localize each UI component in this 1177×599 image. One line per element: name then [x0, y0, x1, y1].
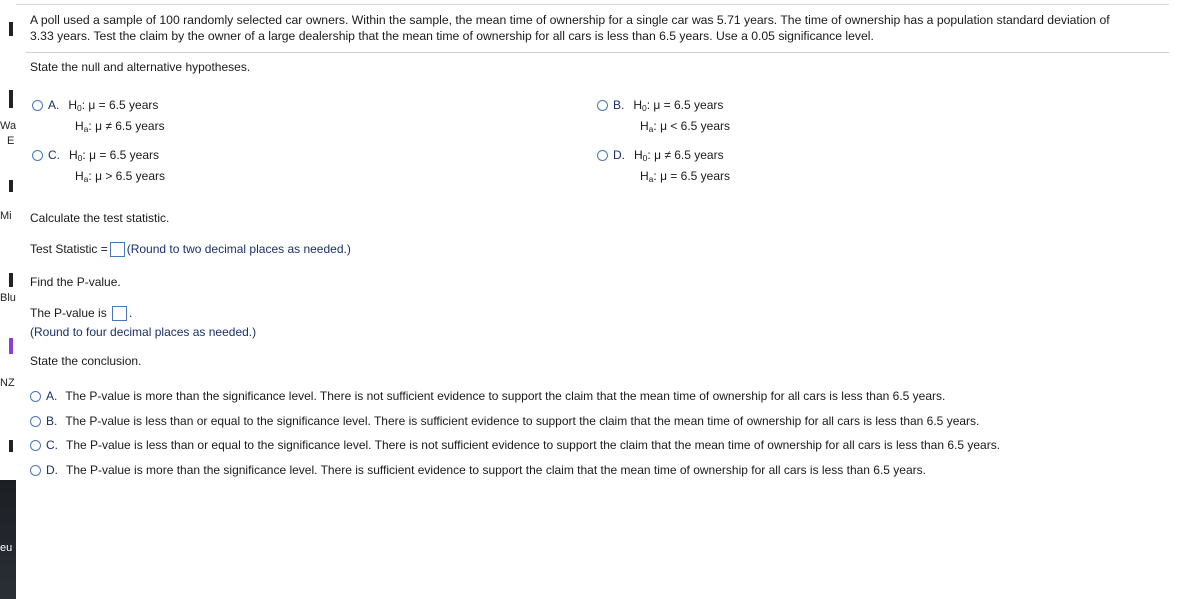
strip-bar — [9, 90, 13, 108]
p-value-input[interactable] — [112, 306, 127, 321]
p-value-prompt: Find the P-value. — [30, 275, 121, 289]
conclusion-option-b[interactable]: B. The P-value is less than or equal to the significance level. There is sufficient evidence to support the claim that the mean time of ownership for all cars is less than 6.5 years. — [30, 414, 979, 428]
radio-button[interactable] — [30, 440, 41, 451]
hypotheses-prompt: State the null and alternative hypotheses. — [30, 60, 251, 74]
strip-label: E — [7, 135, 15, 147]
conclusion-option-c[interactable]: C. The P-value is less than or equal to the significance level. There is not sufficient evidence to support the claim that the mean time of ownership for all cars is less than 6.5 years. — [30, 438, 1000, 452]
test-statistic-hint: (Round to two decimal places as needed.) — [126, 242, 351, 256]
radio-button[interactable] — [597, 100, 608, 111]
strip-bar — [9, 440, 13, 452]
test-statistic-input[interactable] — [110, 242, 125, 257]
radio-button[interactable] — [32, 100, 43, 111]
strip-label: Blu — [0, 292, 16, 304]
strip-label: Wa — [0, 120, 16, 132]
strip-bar — [9, 22, 13, 36]
conclusion-prompt: State the conclusion. — [30, 354, 142, 368]
p-value-hint: (Round to four decimal places as needed.) — [30, 325, 257, 339]
radio-button[interactable] — [30, 391, 41, 402]
strip-label: eu — [0, 542, 13, 554]
radio-button[interactable] — [597, 150, 608, 161]
strip-bar — [9, 338, 13, 354]
question-panel: A poll used a sample of 100 randomly selected car owners. Within the sample, the mean time of ownership for a single car was 5.71 years. The time of ownership has a population standard deviation of 3.33 years. Test the claim by the owner of a large dealership that the mean time of ownership for all cars is less than 6.5 years. Use a 0.05 significance level. State the null and alternative hypotheses. A. $H_0$: μ = 6.5 years $H_a$: μ ≠ 6.5 years B. $H_0$: μ = 6.5 years $H_a$: μ < 6.5 years C. $H_0$: μ = 6.5 years $H_a$: μ > 6.5 years D. $H_0$: μ ≠ 6.5 years $H_a$: μ = 6.5 years Calculate the test statistic. Test Statistic = (Round to two decimal places as needed.) Find the P-value. The P-value is . (Round to four decimal places as needed.) State the conclusion. A. The P-value is more than the significance level. There is not sufficient evidence to support the claim that the mean time of ownership for all cars is less than 6.5 years. B. The P-value is less than or equal to the significance level. There is sufficient evidence to support the claim that the mean time of ownership for all cars is less than 6.5 years. C. The P-value is less than or equal to the significance level. There is not sufficient evidence to support the claim that the mean time of ownership for all cars is less than 6.5 years. D. The P-value is more than the significance level. There is sufficient evidence to support the claim that the mean time of ownership for all cars is less than 6.5 years. — [16, 0, 1177, 599]
section-divider — [26, 52, 1169, 53]
radio-button[interactable] — [30, 465, 41, 476]
p-value-row — [30, 306, 132, 321]
conclusion-option-d[interactable]: D. The P-value is more than the significance level. There is sufficient evidence to support the claim that the mean time of ownership for all cars is less than 6.5 years. — [30, 463, 926, 477]
conclusion-option-a[interactable]: A. The P-value is more than the significance level. There is not sufficient evidence to support the claim that the mean time of ownership for all cars is less than 6.5 years. — [30, 389, 945, 403]
strip-label: NZ — [0, 377, 15, 389]
background-window-strip — [0, 0, 16, 599]
top-divider — [16, 4, 1169, 5]
p-value-label: The P-value is — [30, 306, 107, 320]
radio-button[interactable] — [32, 150, 43, 161]
strip-label: Mi — [0, 210, 12, 222]
test-statistic-prompt: Calculate the test statistic. — [30, 211, 170, 225]
strip-dark-panel — [0, 480, 16, 599]
radio-button[interactable] — [30, 416, 41, 427]
p-value-suffix: . — [129, 306, 133, 320]
problem-statement: A poll used a sample of 100 randomly selected car owners. Within the sample, the mean time of ownership for a single car was 5.71 years. The time of ownership has a population standard deviation of 3.33 years. Test the claim by the owner of a large dealership that the mean time of ownership for all cars is less than 6.5 years. Use a 0.05 significance level. — [30, 13, 1110, 43]
test-statistic-row — [30, 242, 351, 257]
strip-bar — [9, 273, 13, 287]
strip-bar — [9, 180, 13, 192]
test-statistic-label: Test Statistic = — [30, 242, 108, 256]
